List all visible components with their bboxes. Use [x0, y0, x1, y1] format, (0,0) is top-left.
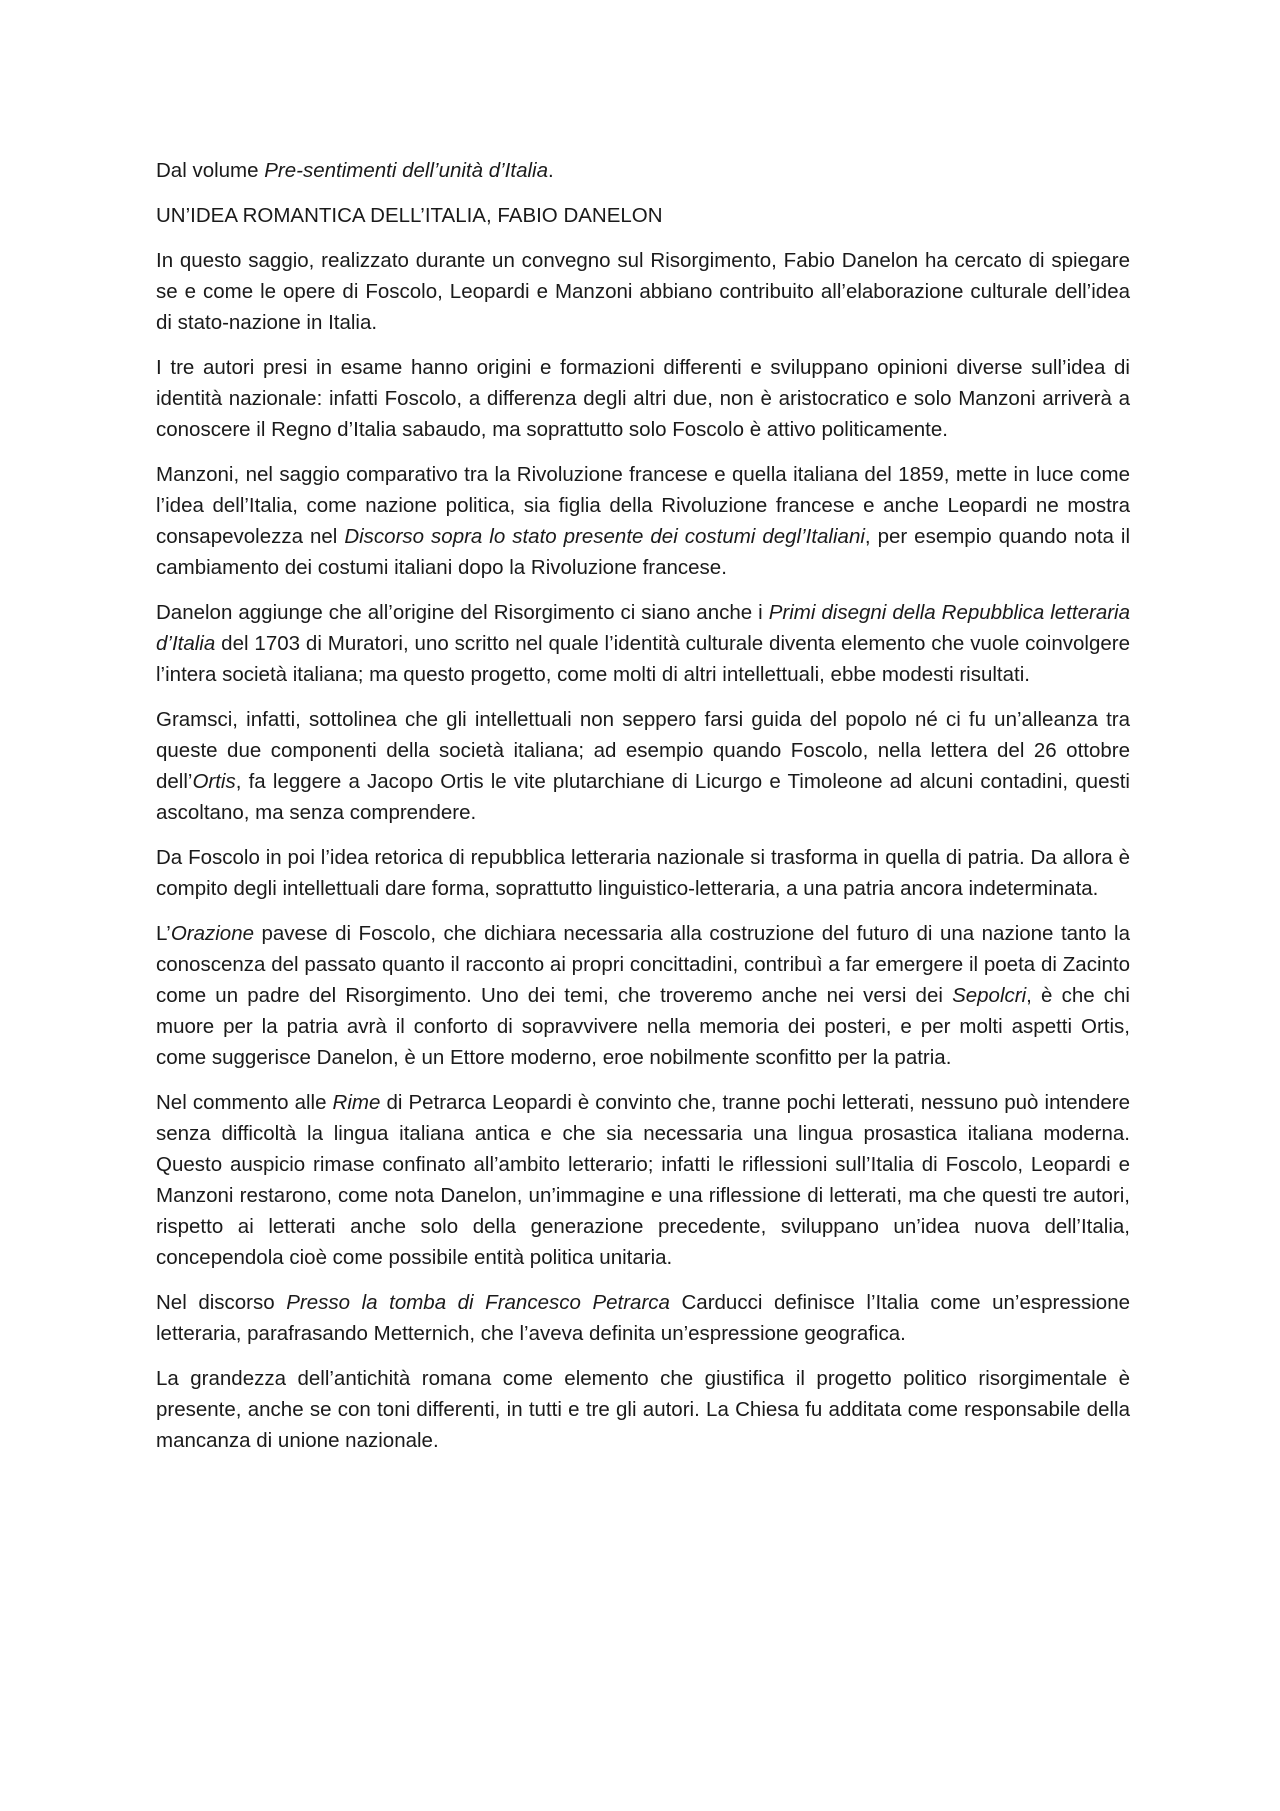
intro-prefix: Dal volume [156, 159, 265, 182]
paragraph-7-italic-2: Sepolcri [952, 984, 1027, 1007]
paragraph-7 [156, 918, 1130, 1073]
paragraph-9 [156, 1287, 1130, 1349]
document-page [156, 155, 1130, 1470]
paragraph-9-text-a: Nel discorso [156, 1291, 287, 1314]
paragraph-5 [156, 704, 1130, 828]
paragraph-7-text-a: L’ [156, 922, 171, 945]
paragraph-8 [156, 1087, 1130, 1273]
paragraph-7-italic-1: Orazione [170, 922, 255, 945]
paragraph-9-italic: Presso la tomba di Francesco Petrarca [286, 1291, 670, 1314]
paragraph-8-italic: Rime [332, 1091, 381, 1114]
paragraph-9-text-b: Carducci definisce l’Italia come un’espressione letteraria, parafrasando Metternich, che l’aveva definita un’espressione geografica. [156, 1291, 1130, 1345]
paragraph-6: Da Foscolo in poi l’idea retorica di repubblica letteraria nazionale si trasforma in quella di patria. Da allora è compito degli intellettuali dare forma, soprattutto linguistico-letteraria, a una patria ancora indeterminata. [156, 846, 1130, 900]
paragraph-4 [156, 597, 1130, 690]
paragraph-8-text-a: Nel commento alle [156, 1091, 333, 1114]
paragraph-8-text-b: di Petrarca Leopardi è convinto che, tranne pochi letterati, nessuno può intendere senza difficoltà la lingua italiana antica e che sia necessaria una lingua prosastica italiana moderna. Questo auspicio rimase confinato all’ambito letterario; infatti le riflessioni sull’Italia di Foscolo, Leopardi e Manzoni restarono, come nota Danelon, un’immagine e una riflessione di letterati, ma che questi tre autori, rispetto ai letterati anche solo della generazione precedente, sviluppano un’idea nuova dell’Italia, concependola cioè come possibile entità politica unitaria. [156, 1091, 1130, 1269]
paragraph-3-text-b: , per esempio quando nota il cambiamento dei costumi italiani dopo la Rivoluzione francese. [156, 525, 1131, 579]
paragraph-3-text-a: Manzoni, nel saggio comparativo tra la Rivoluzione francese e quella italiana del 1859, mette in luce come l’idea dell’Italia, come nazione politica, sia figlia della Rivoluzione francese e anche Leopardi ne mostra consapevolezza nel [156, 463, 1130, 548]
paragraph-10: La grandezza dell’antichità romana come elemento che giustifica il progetto politico risorgimentale è presente, anche se con toni differenti, in tutti e tre gli autori. La Chiesa fu additata come responsabile della mancanza di unione nazionale. [156, 1367, 1130, 1452]
paragraph-3 [156, 459, 1130, 583]
paragraph-2: I tre autori presi in esame hanno origini e formazioni differenti e sviluppano opinioni diverse sull’idea di identità nazionale: infatti Foscolo, a differenza degli altri due, non è aristocratico e solo Manzoni arriverà a conoscere il Regno d’Italia sabaudo, ma soprattutto solo Foscolo è attivo politicamente. [156, 356, 1130, 441]
paragraph-4-text-a: Danelon aggiunge che all’origine del Risorgimento ci siano anche i [156, 601, 769, 624]
paragraph-4-italic: Primi disegni della Repubblica letteraria d’Italia [156, 601, 1130, 655]
paragraph-3-italic: Discorso sopra lo stato presente dei costumi degl’Italiani [344, 525, 865, 548]
intro-suffix: . [547, 159, 554, 182]
intro-line [156, 155, 1130, 186]
paragraph-5-text-a: Gramsci, infatti, sottolinea che gli intellettuali non seppero farsi guida del popolo né ci fu un’alleanza tra queste due componenti della società italiana; ad esempio quando Foscolo, nella lettera del 26 ottobre dell’ [156, 708, 1130, 793]
paragraph-1: In questo saggio, realizzato durante un convegno sul Risorgimento, Fabio Danelon ha cercato di spiegare se e come le opere di Foscolo, Leopardi e Manzoni abbiano contribuito all’elaborazione culturale dell’idea di stato-nazione in Italia. [156, 249, 1130, 334]
paragraph-7-text-c: , è che chi muore per la patria avrà il conforto di sopravvivere nella memoria dei posteri, e per molti aspetti Ortis, come suggerisce Danelon, è un Ettore moderno, eroe nobilmente sconfitto per la patria. [156, 984, 1130, 1069]
paragraph-4-text-b: del 1703 di Muratori, uno scritto nel quale l’identità culturale diventa elemento che vuole coinvolgere l’intera società italiana; ma questo progetto, come molti di altri intellettuali, ebbe modesti risultati. [156, 632, 1130, 686]
paragraph-5-text-b: , fa leggere a Jacopo Ortis le vite plutarchiane di Licurgo e Timoleone ad alcuni contadini, questi ascoltano, ma senza comprendere. [156, 770, 1130, 824]
paragraph-5-italic: Ortis [192, 770, 236, 793]
book-title: Pre-sentimenti dell’unità d’Italia [264, 159, 548, 182]
paragraph-7-text-b: pavese di Foscolo, che dichiara necessaria alla costruzione del futuro di una nazione tanto la conoscenza del passato quanto il racconto ai propri concittadini, contribuì a far emergere il poeta di Zacinto come un padre del Risorgimento. Uno dei temi, che troveremo anche nei versi dei [156, 922, 1130, 1007]
document-heading: UN’IDEA ROMANTICA DELL’ITALIA, FABIO DANELON [156, 204, 663, 227]
